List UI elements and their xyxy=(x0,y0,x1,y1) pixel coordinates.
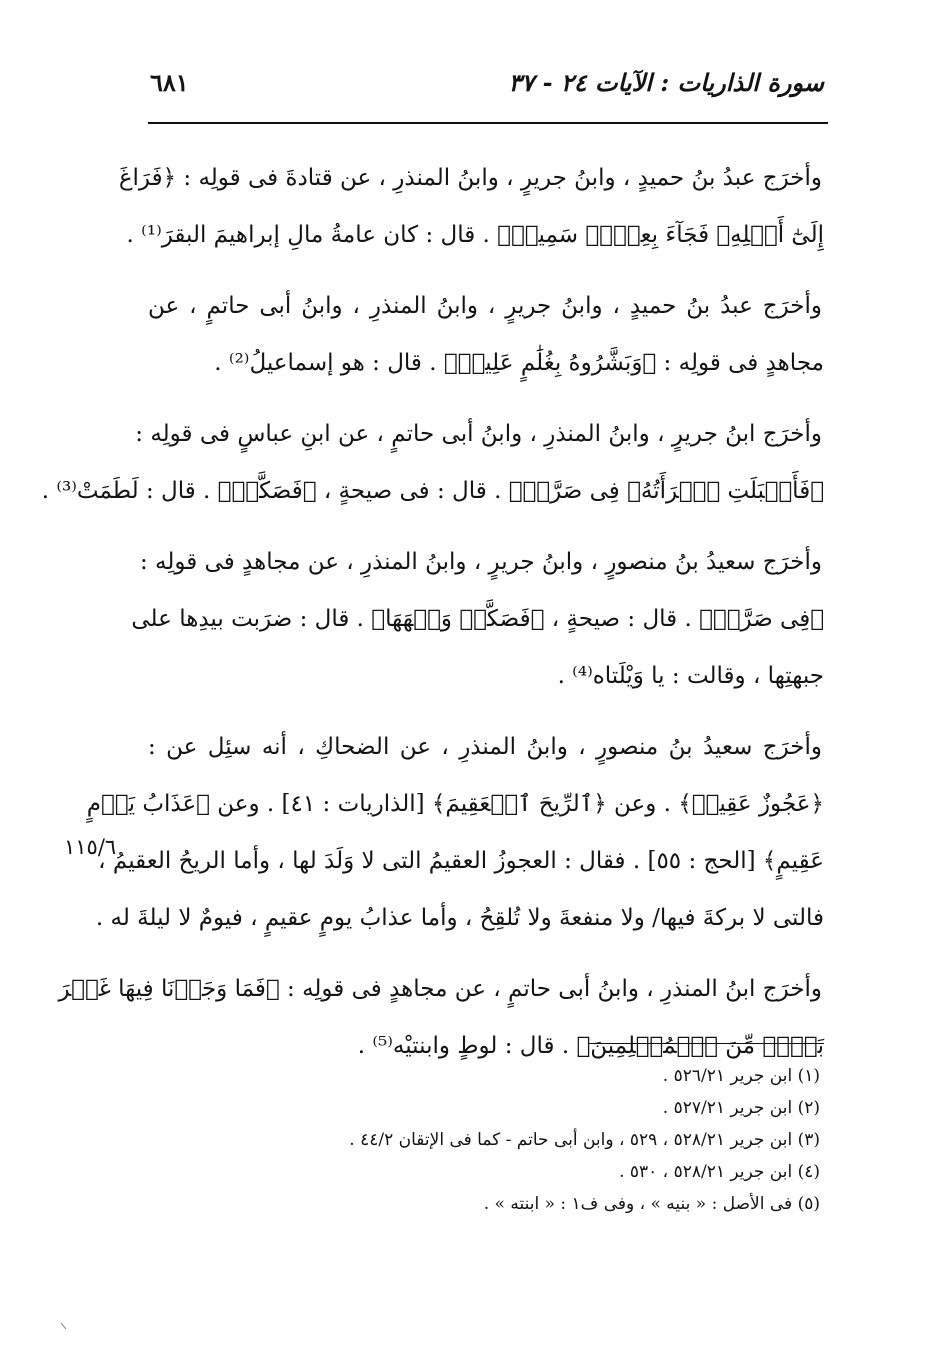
paragraph-3 xyxy=(41,406,824,520)
text-line: بَيۡتٖ مِّنَ ٱلۡمُسۡلِمِينَ﴾ . قال : لوطٍ وابنتيْه⁽⁵⁾ . xyxy=(357,1033,824,1059)
text-line: وأخرَج عبدُ بنُ حميدٍ ، وابنُ جريرٍ ، وابنُ المنذرِ ، عن قتادةَ فى قولِه : ﴿فَرَاغَ xyxy=(118,165,822,191)
footnote-5: (٥) فى الأصل : « بنيه » ، وفى ف١ : « ابنته » . xyxy=(483,1194,820,1214)
text-line: وأخرَج ابنُ المنذرِ ، وابنُ أبى حاتمٍ ، عن مجاهدٍ فى قولِه : ﴿فَمَا وَجَدۡنَا فِيهَا غَيۡرَ xyxy=(58,976,822,1002)
text-line: جبهتِها ، وقالت : يا وَيْلَتاه⁽⁴⁾ . xyxy=(557,663,824,689)
page-header xyxy=(150,66,828,110)
footnote-4: (٤) ابن جرير ٥٢٨/٢١ ، ٥٣٠ . xyxy=(619,1162,820,1182)
text-line: عَقِيمٍ﴾ [الحج : ٥٥] . فقال : العجوزُ العقيمُ التى لا وَلَدَ لها ، وأما الريحُ العقيمُ ، xyxy=(98,848,824,874)
text-line: ﴿فَأَقۡبَلَتِ ٱمۡرَأَتُهُۥ فِى صَرَّةٖ﴾ . قال : فى صيحةٍ ، ﴿فَصَكَّتۡ﴾ . قال : لَطَمَتْ⁽³⁾ . xyxy=(41,478,824,504)
text-line: وأخرَج سعيدُ بنُ منصورٍ ، وابنُ المنذرِ ، عن الضحاكِ ، أنه سئِل عن : xyxy=(148,734,822,760)
ink-mark xyxy=(60,1322,68,1330)
text-line: ﴿فِى صَرَّةٖ﴾ . قال : صيحةٍ ، ﴿فَصَكَّتۡ وَجۡهَهَا﴾ . قال : ضرَبت بيدِها على xyxy=(131,606,824,632)
header-rule xyxy=(148,122,828,124)
text-line: وأخرَج ابنُ جريرٍ ، وابنُ المنذرِ ، وابنُ أبى حاتمٍ ، عن ابنِ عباسٍ فى قولِه : xyxy=(135,421,822,447)
text-line: فالتى لا بركةَ فيها/ ولا منفعةَ ولا تُلقِحُ ، وأما عذابُ يومٍ عقيمٍ ، فيومٌ لا ليلةَ له . xyxy=(95,905,824,931)
text-line: إِلَىٰٓ أَهۡلِهِۦ فَجَآءَ بِعِجۡلٖ سَمِينٖ﴾ . قال : كان عامةُ مالِ إبراهيمَ البقرَ⁽¹⁾ . xyxy=(126,222,824,248)
footnotes xyxy=(148,1060,820,1220)
text-line: وأخرَج عبدُ بنُ حميدٍ ، وابنُ جريرٍ ، وابنُ المنذرِ ، وابنُ أبى حاتمٍ ، عن xyxy=(148,293,822,319)
text-line: مجاهدٍ فى قولِه : ﴿وَبَشَّرُوهُ بِغُلَٰمٍ عَلِيمٖ﴾ . قال : هو إسماعيلُ⁽²⁾ . xyxy=(214,350,824,376)
paragraph-6 xyxy=(58,961,824,1075)
paragraph-1 xyxy=(118,150,824,264)
page-number: ٦٨١ xyxy=(150,68,189,97)
footnote-1: (١) ابن جرير ٥٢٦/٢١ . xyxy=(662,1066,820,1086)
paragraph-2 xyxy=(148,278,824,392)
text-line: وأخرَج سعيدُ بنُ منصورٍ ، وابنُ جريرٍ ، وابنُ المنذرِ ، عن مجاهدٍ فى قولِه : xyxy=(139,549,822,575)
manuscript-folio-reference: ١١٥/٦ xyxy=(64,835,117,859)
paragraph-4 xyxy=(131,534,824,705)
text-line: ﴿عَجُوزٌ عَقِيمٞ﴾ . وعن ﴿ٱلرِّيحَ ٱلۡعَقِيمَ﴾ [الذاريات : ٤١] . وعن ﴿عَذَابُ يَوۡمٍ xyxy=(86,791,824,817)
footnote-separator xyxy=(588,1043,824,1044)
footnote-2: (٢) ابن جرير ٥٢٧/٢١ . xyxy=(662,1098,820,1118)
footnote-3: (٣) ابن جرير ٥٢٨/٢١ ، ٥٢٩ ، وابن أبى حاتم - كما فى الإتقان ٤٤/٢ . xyxy=(349,1130,820,1150)
running-title: سورة الذاريات : الآيات ٢٤ - ٣٧ xyxy=(508,68,824,97)
